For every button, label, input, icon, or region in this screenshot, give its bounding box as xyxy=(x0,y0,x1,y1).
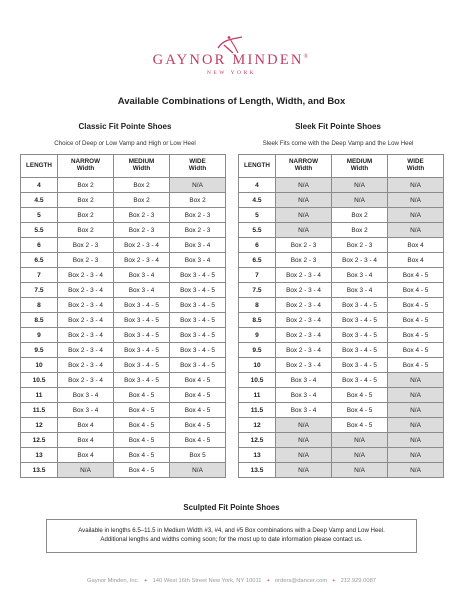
wide-cell: Box 4 - 5 xyxy=(388,358,444,373)
wide-cell: Box 4 - 5 xyxy=(388,328,444,343)
narrow-cell: Box 3 - 4 xyxy=(276,403,332,418)
table-row xyxy=(239,208,444,223)
table-row xyxy=(21,298,226,313)
length-cell: 12.5 xyxy=(21,433,58,448)
narrow-cell: Box 2 xyxy=(58,193,114,208)
length-cell: 6 xyxy=(21,238,58,253)
wide-cell: N/A xyxy=(388,403,444,418)
table-row xyxy=(239,358,444,373)
medium-cell: Box 3 - 4 - 5 xyxy=(114,298,170,313)
narrow-cell: Box 2 - 3 - 4 xyxy=(276,358,332,373)
wide-header: WIDE Width xyxy=(170,155,226,178)
table-row xyxy=(239,433,444,448)
length-cell: 9.5 xyxy=(239,343,276,358)
narrow-cell: Box 2 - 3 xyxy=(58,238,114,253)
medium-cell: Box 2 - 3 xyxy=(332,238,388,253)
narrow-cell: Box 2 - 3 - 4 xyxy=(58,343,114,358)
narrow-cell: Box 2 - 3 - 4 xyxy=(58,268,114,283)
wide-cell: Box 4 xyxy=(388,238,444,253)
narrow-cell: N/A xyxy=(276,418,332,433)
wide-cell: Box 3 - 4 xyxy=(170,253,226,268)
wide-cell: Box 3 - 4 - 5 xyxy=(170,313,226,328)
length-cell: 11 xyxy=(21,388,58,403)
medium-cell: Box 4 - 5 xyxy=(114,433,170,448)
narrow-cell: Box 4 xyxy=(58,448,114,463)
length-cell: 13 xyxy=(21,448,58,463)
sculpted-fit-line-2: Additional lengths and widths coming soon; for the most up to date information please contact us. xyxy=(100,536,363,543)
narrow-cell: Box 2 - 3 - 4 xyxy=(58,358,114,373)
footer-email[interactable]: orders@dancer.com xyxy=(274,578,328,584)
table-header-row xyxy=(239,155,444,178)
wide-cell: Box 3 - 4 - 5 xyxy=(170,283,226,298)
medium-cell: Box 3 - 4 xyxy=(114,283,170,298)
table-row xyxy=(21,223,226,238)
length-cell: 5.5 xyxy=(239,223,276,238)
wide-cell: N/A xyxy=(388,388,444,403)
length-cell: 12 xyxy=(21,418,58,433)
medium-cell: Box 2 - 3 - 4 xyxy=(332,253,388,268)
narrow-cell: Box 2 xyxy=(58,208,114,223)
length-cell: 9 xyxy=(239,328,276,343)
length-cell: 12 xyxy=(239,418,276,433)
narrow-cell: Box 4 xyxy=(58,433,114,448)
medium-cell: Box 4 - 5 xyxy=(332,388,388,403)
table-row xyxy=(21,313,226,328)
table-row xyxy=(21,253,226,268)
narrow-cell: Box 3 - 4 xyxy=(276,388,332,403)
length-cell: 7.5 xyxy=(239,283,276,298)
length-cell: 5.5 xyxy=(21,223,58,238)
wide-cell: Box 2 - 3 xyxy=(170,223,226,238)
medium-cell: Box 3 - 4 - 5 xyxy=(332,358,388,373)
length-cell: 11.5 xyxy=(239,403,276,418)
medium-cell: Box 3 - 4 - 5 xyxy=(332,328,388,343)
footer-company: Gaynor Minden, Inc. xyxy=(86,578,140,584)
medium-cell: Box 4 - 5 xyxy=(114,448,170,463)
medium-cell: N/A xyxy=(332,193,388,208)
sculpted-fit-info-box xyxy=(46,519,417,553)
narrow-cell: N/A xyxy=(58,463,114,478)
medium-cell: Box 4 - 5 xyxy=(114,463,170,478)
narrow-cell: N/A xyxy=(276,223,332,238)
footer xyxy=(0,578,463,584)
table-row xyxy=(239,283,444,298)
table-row xyxy=(21,193,226,208)
table-row xyxy=(239,238,444,253)
wide-cell: N/A xyxy=(388,178,444,193)
length-cell: 8 xyxy=(239,298,276,313)
table-row xyxy=(239,298,444,313)
table-row xyxy=(239,193,444,208)
footer-separator: + xyxy=(332,578,336,584)
medium-header: MEDIUM Width xyxy=(114,155,170,178)
medium-cell: Box 3 - 4 - 5 xyxy=(114,358,170,373)
medium-cell: Box 2 xyxy=(332,223,388,238)
length-cell: 10 xyxy=(21,358,58,373)
wide-cell: Box 2 - 3 xyxy=(170,208,226,223)
length-header: LENGTH xyxy=(21,155,58,178)
medium-cell: Box 2 xyxy=(332,208,388,223)
medium-cell: N/A xyxy=(332,448,388,463)
medium-cell: Box 3 - 4 - 5 xyxy=(114,373,170,388)
wide-cell: N/A xyxy=(388,433,444,448)
table-row xyxy=(239,463,444,478)
length-cell: 6.5 xyxy=(21,253,58,268)
length-cell: 6.5 xyxy=(239,253,276,268)
table-row xyxy=(239,418,444,433)
medium-cell: Box 3 - 4 - 5 xyxy=(114,328,170,343)
length-cell: 5 xyxy=(239,208,276,223)
table-row xyxy=(239,373,444,388)
narrow-cell: Box 2 - 3 - 4 xyxy=(58,313,114,328)
wide-cell: Box 4 - 5 xyxy=(170,403,226,418)
table-row xyxy=(21,358,226,373)
wide-cell: Box 4 - 5 xyxy=(170,433,226,448)
table-row xyxy=(21,463,226,478)
narrow-header: NARROW Width xyxy=(58,155,114,178)
medium-cell: Box 4 - 5 xyxy=(332,403,388,418)
table-row xyxy=(21,403,226,418)
medium-cell: Box 3 - 4 - 5 xyxy=(332,298,388,313)
narrow-cell: N/A xyxy=(276,448,332,463)
classic-fit-table xyxy=(20,154,226,478)
table-row xyxy=(21,283,226,298)
wide-cell: Box 4 - 5 xyxy=(388,298,444,313)
sculpted-fit-title: Sculpted Fit Pointe Shoes xyxy=(183,503,280,512)
medium-cell: Box 3 - 4 xyxy=(114,268,170,283)
length-cell: 9.5 xyxy=(21,343,58,358)
wide-cell: Box 2 xyxy=(170,193,226,208)
length-cell: 5 xyxy=(21,208,58,223)
table-row xyxy=(239,223,444,238)
footer-phone: 212.929.0087 xyxy=(340,578,377,584)
narrow-cell: Box 2 - 3 - 4 xyxy=(276,343,332,358)
narrow-cell: Box 3 - 4 xyxy=(276,373,332,388)
table-row xyxy=(21,238,226,253)
narrow-cell: Box 2 - 3 - 4 xyxy=(276,268,332,283)
table-row xyxy=(21,388,226,403)
medium-header: MEDIUM Width xyxy=(332,155,388,178)
wide-cell: Box 4 - 5 xyxy=(388,313,444,328)
table-row xyxy=(239,448,444,463)
page-title: Available Combinations of Length, Width, and Box xyxy=(117,96,346,107)
table-row xyxy=(21,433,226,448)
table-row xyxy=(21,328,226,343)
medium-cell: Box 2 xyxy=(114,193,170,208)
narrow-cell: Box 2 - 3 - 4 xyxy=(276,328,332,343)
medium-cell: Box 4 - 5 xyxy=(332,418,388,433)
medium-cell: Box 2 - 3 - 4 xyxy=(114,238,170,253)
length-cell: 8.5 xyxy=(239,313,276,328)
length-cell: 8.5 xyxy=(21,313,58,328)
table-row xyxy=(21,268,226,283)
wide-header: WIDE Width xyxy=(388,155,444,178)
medium-cell: Box 3 - 4 - 5 xyxy=(114,313,170,328)
narrow-cell: N/A xyxy=(276,433,332,448)
narrow-cell: Box 2 - 3 - 4 xyxy=(276,298,332,313)
narrow-cell: Box 2 - 3 - 4 xyxy=(276,283,332,298)
table-row xyxy=(239,178,444,193)
wide-cell: Box 3 - 4 - 5 xyxy=(170,298,226,313)
wide-cell: Box 3 - 4 - 5 xyxy=(170,343,226,358)
table-row xyxy=(239,313,444,328)
narrow-cell: N/A xyxy=(276,193,332,208)
length-cell: 11.5 xyxy=(21,403,58,418)
narrow-cell: N/A xyxy=(276,208,332,223)
brand-location: NEW YORK xyxy=(206,70,257,76)
wide-cell: N/A xyxy=(170,463,226,478)
medium-cell: Box 4 - 5 xyxy=(114,418,170,433)
wide-cell: Box 4 - 5 xyxy=(170,388,226,403)
length-cell: 10.5 xyxy=(21,373,58,388)
narrow-cell: N/A xyxy=(276,178,332,193)
narrow-cell: Box 2 xyxy=(58,178,114,193)
sleek-fit-table xyxy=(238,154,444,478)
narrow-cell: Box 2 - 3 - 4 xyxy=(58,298,114,313)
length-cell: 4.5 xyxy=(21,193,58,208)
medium-cell: N/A xyxy=(332,178,388,193)
wide-cell: Box 3 - 4 xyxy=(170,238,226,253)
narrow-cell: Box 3 - 4 xyxy=(58,388,114,403)
length-cell: 4 xyxy=(21,178,58,193)
length-header: LENGTH xyxy=(239,155,276,178)
narrow-cell: Box 2 - 3 - 4 xyxy=(58,373,114,388)
medium-cell: Box 3 - 4 xyxy=(332,283,388,298)
length-cell: 10.5 xyxy=(239,373,276,388)
medium-cell: Box 4 - 5 xyxy=(114,403,170,418)
wide-cell: N/A xyxy=(388,223,444,238)
medium-cell: Box 3 - 4 - 5 xyxy=(114,343,170,358)
table-row xyxy=(239,388,444,403)
length-cell: 13.5 xyxy=(239,463,276,478)
length-cell: 13.5 xyxy=(21,463,58,478)
medium-cell: Box 2 - 3 xyxy=(114,223,170,238)
length-cell: 12.5 xyxy=(239,433,276,448)
medium-cell: Box 3 - 4 - 5 xyxy=(332,373,388,388)
table-row xyxy=(239,328,444,343)
table-row xyxy=(21,418,226,433)
medium-cell: Box 3 - 4 xyxy=(332,268,388,283)
wide-cell: Box 3 - 4 - 5 xyxy=(170,268,226,283)
wide-cell: Box 4 xyxy=(388,253,444,268)
table-row xyxy=(21,178,226,193)
wide-cell: Box 5 xyxy=(170,448,226,463)
wide-cell: N/A xyxy=(388,418,444,433)
length-cell: 7.5 xyxy=(21,283,58,298)
length-cell: 13 xyxy=(239,448,276,463)
narrow-cell: Box 3 - 4 xyxy=(58,403,114,418)
table-row xyxy=(21,448,226,463)
wide-cell: Box 4 - 5 xyxy=(388,268,444,283)
wide-cell: Box 4 - 5 xyxy=(388,343,444,358)
wide-cell: N/A xyxy=(388,193,444,208)
length-cell: 7 xyxy=(239,268,276,283)
table-row xyxy=(21,373,226,388)
narrow-cell: Box 2 xyxy=(58,223,114,238)
length-cell: 4.5 xyxy=(239,193,276,208)
sculpted-fit-line-1: Available in lengths 6.5–11.5 in Medium Width #3, #4, and #5 Box combinations with a Deep Vamp and Low Heel. xyxy=(78,527,385,535)
table-row xyxy=(239,268,444,283)
length-cell: 4 xyxy=(239,178,276,193)
classic-fit-note: Choice of Deep or Low Vamp and High or Low Heel xyxy=(54,140,196,147)
narrow-cell: Box 2 - 3 xyxy=(276,253,332,268)
length-cell: 10 xyxy=(239,358,276,373)
table-header-row xyxy=(21,155,226,178)
table-row xyxy=(239,343,444,358)
narrow-cell: N/A xyxy=(276,463,332,478)
table-row xyxy=(239,403,444,418)
wide-cell: Box 4 - 5 xyxy=(170,373,226,388)
footer-separator: + xyxy=(144,578,148,584)
table-row xyxy=(239,253,444,268)
medium-cell: Box 2 - 3 - 4 xyxy=(114,253,170,268)
narrow-cell: Box 2 - 3 - 4 xyxy=(276,313,332,328)
footer-address: 140 West 16th Street New York, NY 10011 xyxy=(152,578,262,584)
footer-separator: + xyxy=(266,578,270,584)
narrow-header: NARROW Width xyxy=(276,155,332,178)
length-cell: 11 xyxy=(239,388,276,403)
medium-cell: Box 3 - 4 - 5 xyxy=(332,343,388,358)
classic-fit-title: Classic Fit Pointe Shoes xyxy=(78,122,172,131)
wide-cell: N/A xyxy=(388,373,444,388)
sleek-fit-title: Sleek Fit Pointe Shoes xyxy=(295,122,381,131)
medium-cell: N/A xyxy=(332,463,388,478)
narrow-cell: Box 4 xyxy=(58,418,114,433)
wide-cell: Box 4 - 5 xyxy=(388,283,444,298)
narrow-cell: Box 2 - 3 xyxy=(276,238,332,253)
length-cell: 8 xyxy=(21,298,58,313)
sleek-fit-note: Sleek Fits come with the Deep Vamp and the Low Heel xyxy=(262,140,414,147)
wide-cell: Box 3 - 4 - 5 xyxy=(170,328,226,343)
table-row xyxy=(21,343,226,358)
medium-cell: Box 3 - 4 - 5 xyxy=(332,313,388,328)
wide-cell: N/A xyxy=(388,463,444,478)
table-row xyxy=(21,208,226,223)
medium-cell: Box 4 - 5 xyxy=(114,388,170,403)
wide-cell: Box 3 - 4 - 5 xyxy=(170,358,226,373)
narrow-cell: Box 2 - 3 xyxy=(58,253,114,268)
wide-cell: N/A xyxy=(388,208,444,223)
medium-cell: N/A xyxy=(332,433,388,448)
medium-cell: Box 2 - 3 xyxy=(114,208,170,223)
length-cell: 7 xyxy=(21,268,58,283)
narrow-cell: Box 2 - 3 - 4 xyxy=(58,328,114,343)
length-cell: 9 xyxy=(21,328,58,343)
length-cell: 6 xyxy=(239,238,276,253)
narrow-cell: Box 2 - 3 - 4 xyxy=(58,283,114,298)
wide-cell: Box 4 - 5 xyxy=(170,418,226,433)
brand-name: GAYNOR MINDEN® xyxy=(152,52,311,68)
wide-cell: N/A xyxy=(388,448,444,463)
medium-cell: Box 2 xyxy=(114,178,170,193)
wide-cell: N/A xyxy=(170,178,226,193)
